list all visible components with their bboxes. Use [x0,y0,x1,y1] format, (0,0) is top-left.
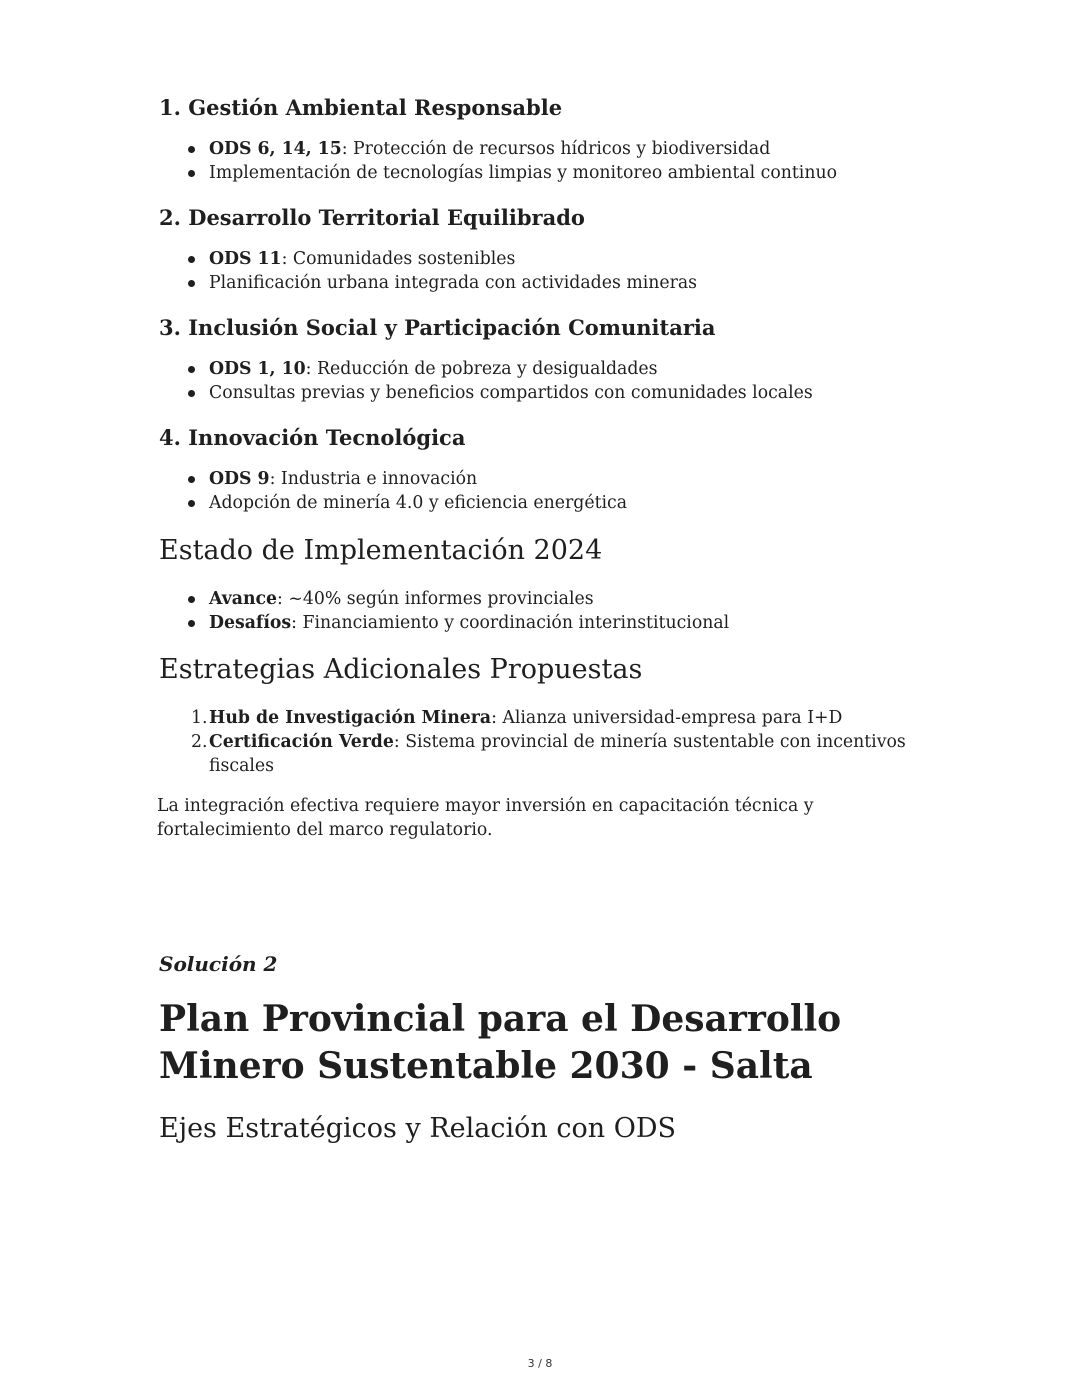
solution-label: Solución 2 [159,952,278,976]
implementation-heading: Estado de Implementación 2024 [159,535,603,566]
section-heading-2: 2. Desarrollo Territorial Equilibrado [159,205,585,230]
list-item: Avance: ~40% según informes provinciales [209,587,909,611]
page-title: Plan Provincial para el Desarrollo Minero Sustentable 2030 - Salta [159,998,842,1087]
conclusion-paragraph: La integración efectiva requiere mayor inversión en capacitación técnica y fortalecimiento del marco regulatorio. [157,796,814,840]
list-item: 1. Hub de Investigación Minera: Alianza universidad-empresa para I+D [191,708,843,728]
list-item: ODS 11: Comunidades sostenibles [209,247,909,271]
page-number: 3 / 8 [527,1357,553,1370]
strategies-list [191,706,909,778]
section-heading-4: 4. Innovación Tecnológica [159,425,466,450]
section-4-list [209,467,909,515]
section-1-list [209,137,909,185]
list-item: Adopción de minería 4.0 y eficiencia energética [209,491,909,515]
axes-heading: Ejes Estratégicos y Relación con ODS [159,1113,676,1144]
section-3-list [209,357,909,405]
implementation-list [209,587,909,635]
list-item: Implementación de tecnologías limpias y monitoreo ambiental continuo [209,161,909,185]
list-item: Planificación urbana integrada con actividades mineras [209,271,909,295]
section-heading-3: 3. Inclusión Social y Participación Comunitaria [159,315,716,340]
section-2-list [209,247,909,295]
list-item: Desafíos: Financiamiento y coordinación interinstitucional [209,611,909,635]
list-item: ODS 1, 10: Reducción de pobreza y desigualdades [209,357,909,381]
section-heading-1: 1. Gestión Ambiental Responsable [159,95,563,120]
list-item: 2. Certificación Verde: Sistema provincial de minería sustentable con incentivos fiscales [191,732,906,776]
list-item: ODS 6, 14, 15: Protección de recursos hídricos y biodiversidad [209,137,909,161]
list-item: Consultas previas y beneficios compartidos con comunidades locales [209,381,909,405]
strategies-heading: Estrategias Adicionales Propuestas [159,654,643,685]
list-item: ODS 9: Industria e innovación [209,467,909,491]
